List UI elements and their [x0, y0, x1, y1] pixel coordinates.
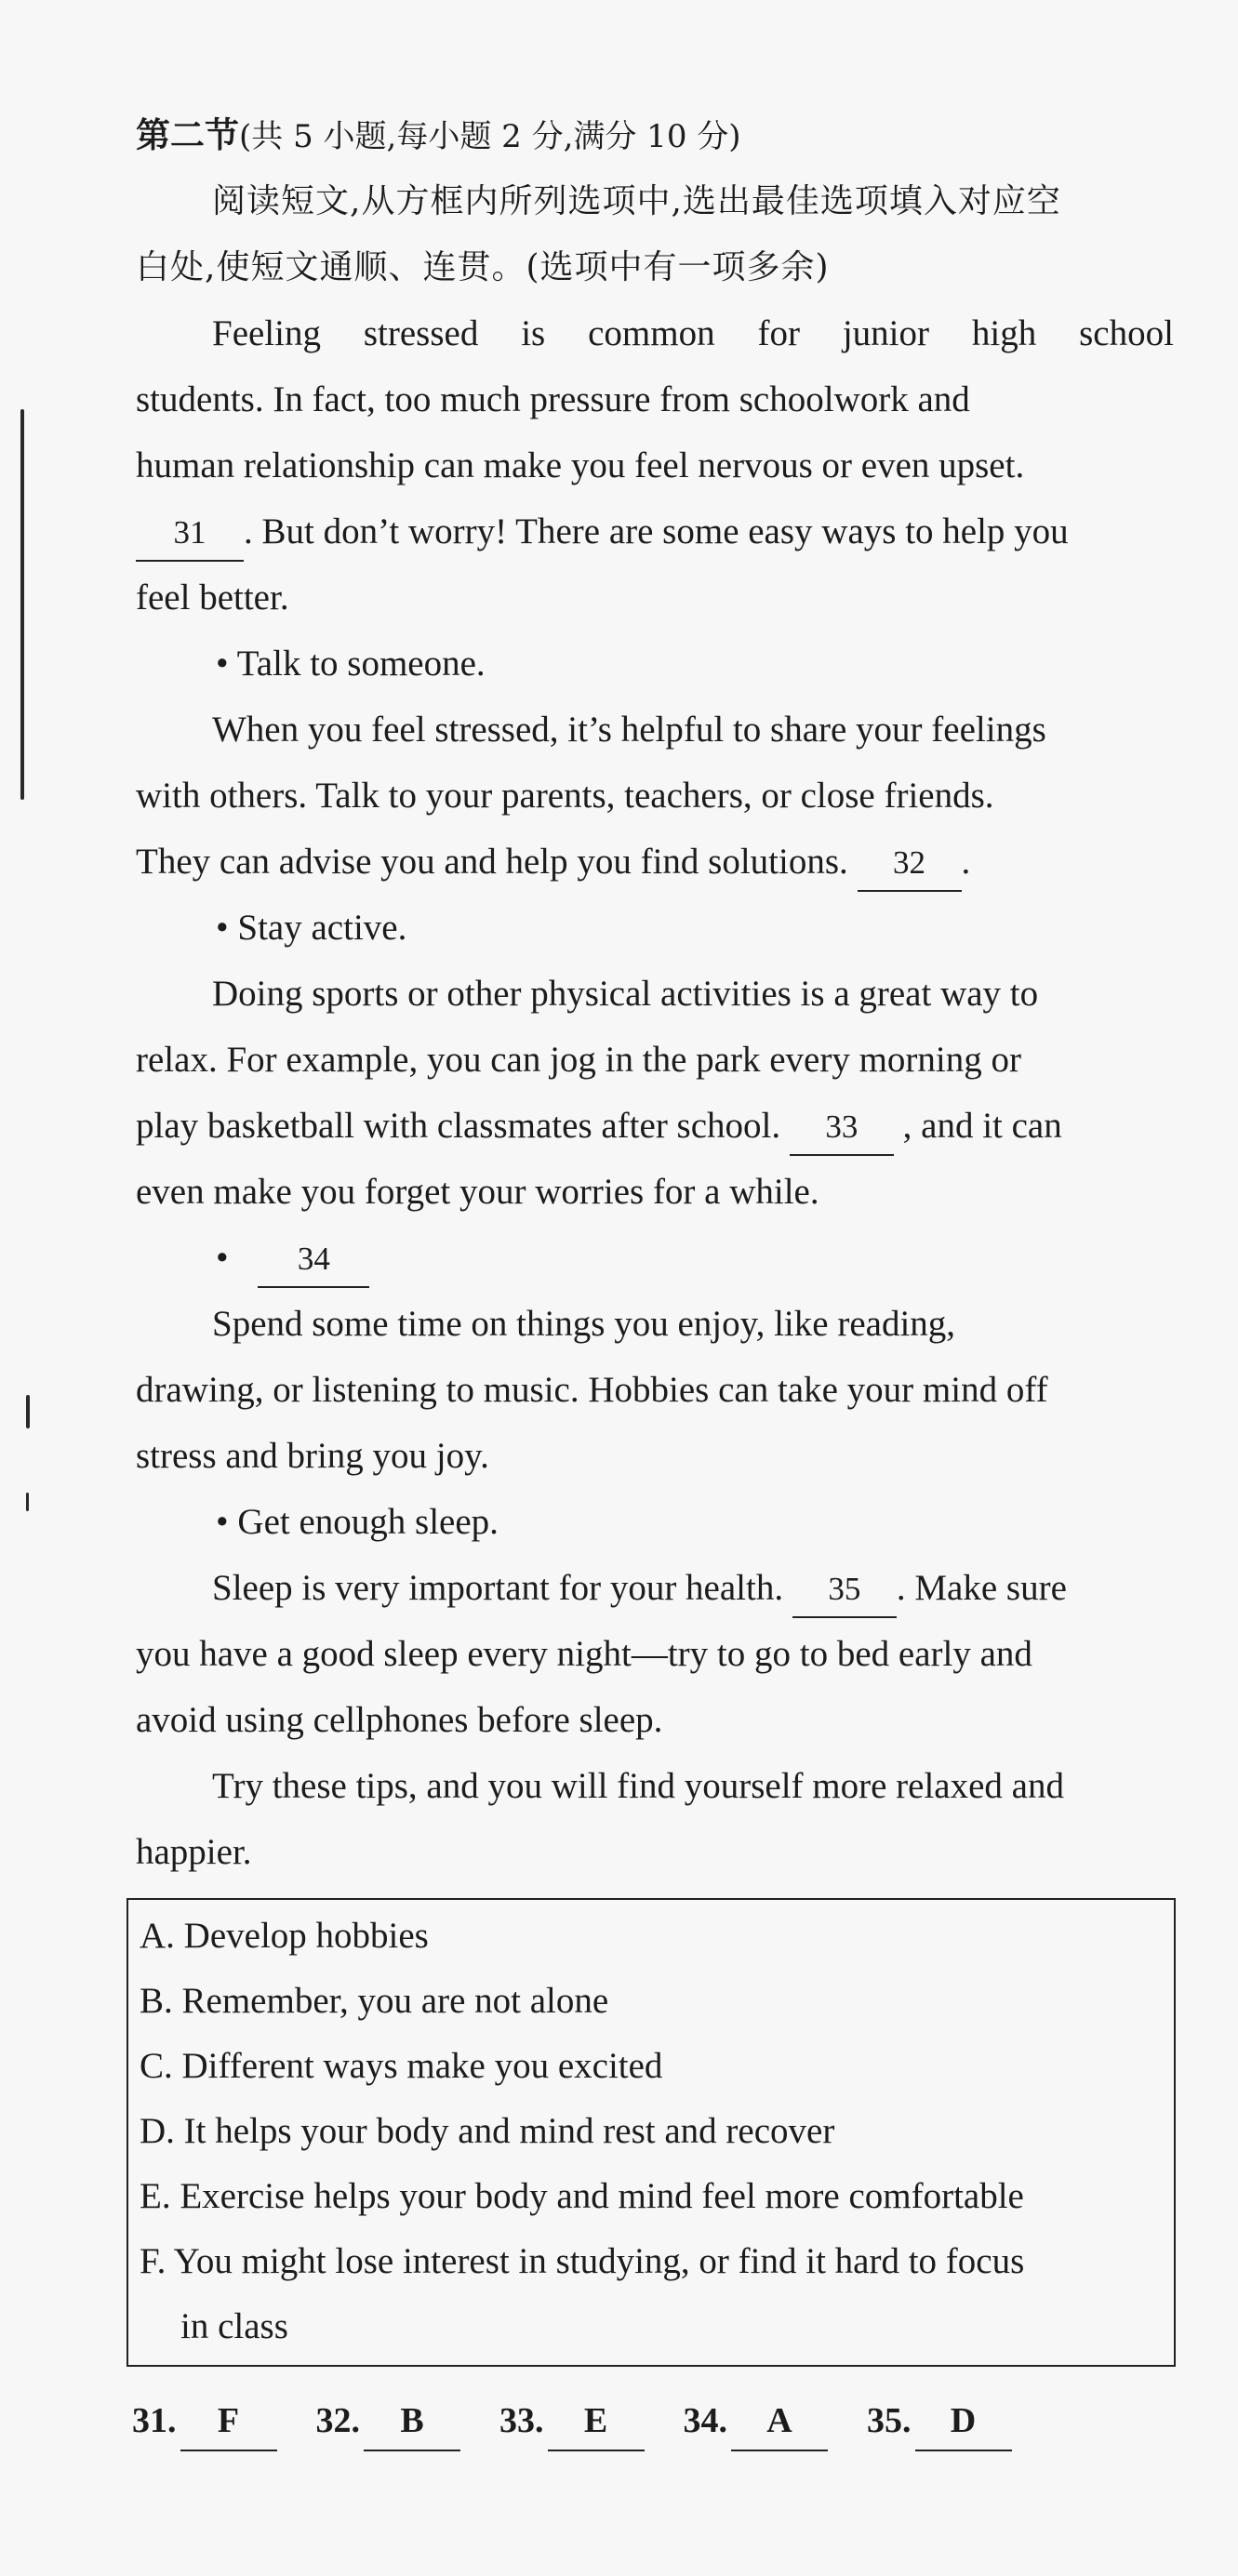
- passage-line: [136, 1093, 1174, 1159]
- passage-text: They can advise you and help you find solutions.: [136, 842, 848, 882]
- blank-34[interactable]: 34: [258, 1232, 369, 1288]
- passage-line: When you feel stressed, it’s helpful to share your feelings: [212, 710, 1046, 750]
- answer-number: 31.: [132, 2401, 177, 2440]
- bullet-dot: •: [216, 1238, 229, 1278]
- answer-number: 32.: [315, 2401, 360, 2440]
- blank-35[interactable]: 35: [792, 1562, 897, 1618]
- passage-line: [136, 300, 1174, 366]
- bullet-heading: [136, 1225, 1174, 1291]
- answer-31: [132, 2383, 277, 2458]
- passage-line: [136, 1555, 1174, 1621]
- passage-line: students. In fact, too much pressure from schoolwork and: [136, 379, 970, 419]
- passage-line: feel better.: [136, 578, 289, 617]
- word: common: [588, 313, 715, 353]
- passage-text: play basketball with classmates after school.: [136, 1106, 781, 1146]
- section-heading: 第二节: [136, 115, 239, 155]
- passage-text: , and it can: [902, 1106, 1062, 1146]
- option-e[interactable]: E. Exercise helps your body and mind feel more comfortable: [140, 2176, 1024, 2216]
- answer-number: 34.: [683, 2401, 727, 2440]
- section-title-line: [136, 102, 1174, 168]
- passage-line: even make you forget your worries for a while.: [136, 1172, 819, 1212]
- answer-34: [684, 2383, 829, 2458]
- passage-line: you have a good sleep every night—try to go to bed early and: [136, 1634, 1032, 1674]
- passage-line: drawing, or listening to music. Hobbies can take your mind off: [136, 1370, 1048, 1410]
- answer-35: [867, 2383, 1012, 2458]
- passage-line: happier.: [136, 1832, 252, 1872]
- blank-31[interactable]: 31: [136, 506, 244, 562]
- answer-33: [499, 2383, 645, 2458]
- answer-value[interactable]: A: [731, 2392, 828, 2451]
- bullet-heading: • Get enough sleep.: [216, 1502, 499, 1542]
- answer-value[interactable]: E: [548, 2392, 645, 2451]
- passage-line: human relationship can make you feel nervous or even upset.: [136, 445, 1025, 485]
- bullet-heading: • Stay active.: [216, 908, 407, 948]
- passage-text: Sleep is very important for your health.: [212, 1568, 784, 1608]
- passage-line: with others. Talk to your parents, teachers, or close friends.: [136, 776, 994, 816]
- word: school: [1079, 313, 1174, 353]
- answer-value[interactable]: F: [180, 2392, 277, 2451]
- blank-32[interactable]: 32: [858, 836, 962, 892]
- answer-value[interactable]: B: [364, 2392, 460, 2451]
- passage-line: Try these tips, and you will find yourself more relaxed and: [212, 1766, 1064, 1806]
- scan-edge-mark: [20, 409, 24, 800]
- answer-32: [316, 2383, 461, 2458]
- word: junior: [842, 313, 929, 353]
- blank-33[interactable]: 33: [790, 1100, 894, 1156]
- worksheet-page: [132, 102, 1174, 2458]
- passage-line: avoid using cellphones before sleep.: [136, 1700, 663, 1740]
- word: high: [971, 313, 1037, 353]
- instruction-line: 阅读短文,从方框内所列选项中,选出最佳选项填入对应空: [212, 182, 1061, 220]
- instruction-line: 白处,使短文通顺、连贯。(选项中有一项多余): [136, 248, 830, 286]
- option-f-continued: in class: [180, 2306, 288, 2346]
- scan-edge-mark-tiny: [26, 1493, 29, 1511]
- option-f[interactable]: F. You might lose interest in studying, or find it hard to focus: [140, 2241, 1025, 2281]
- passage-line: relax. For example, you can jog in the park every morning or: [136, 1040, 1021, 1080]
- passage-text: .: [961, 842, 971, 882]
- word: for: [757, 313, 800, 353]
- options-box: [126, 1898, 1176, 2367]
- passage-text: . But don’t worry! There are some easy ways to help you: [244, 511, 1069, 551]
- answer-value[interactable]: D: [915, 2392, 1012, 2451]
- answer-row: [132, 2383, 1174, 2458]
- passage-line: Spend some time on things you enjoy, like reading,: [212, 1304, 956, 1344]
- option-b[interactable]: B. Remember, you are not alone: [140, 1981, 609, 2021]
- answer-number: 35.: [867, 2401, 912, 2440]
- word: is: [521, 313, 546, 353]
- bullet-heading: • Talk to someone.: [216, 644, 486, 684]
- passage-line: [136, 829, 1174, 895]
- option-c[interactable]: C. Different ways make you excited: [140, 2046, 663, 2086]
- answer-number: 33.: [499, 2401, 544, 2440]
- word: stressed: [363, 313, 479, 353]
- passage-line: stress and bring you joy.: [136, 1436, 489, 1476]
- passage-line: [136, 498, 1174, 564]
- passage-text: . Make sure: [896, 1568, 1067, 1608]
- option-a[interactable]: A. Develop hobbies: [140, 1916, 429, 1956]
- passage-line: Doing sports or other physical activities is a great way to: [212, 974, 1039, 1014]
- section-scoring-note: (共 5 小题,每小题 2 分,满分 10 分): [239, 118, 741, 155]
- scan-edge-mark-small: [26, 1395, 30, 1428]
- word: Feeling: [212, 313, 321, 353]
- option-d[interactable]: D. It helps your body and mind rest and recover: [140, 2111, 835, 2151]
